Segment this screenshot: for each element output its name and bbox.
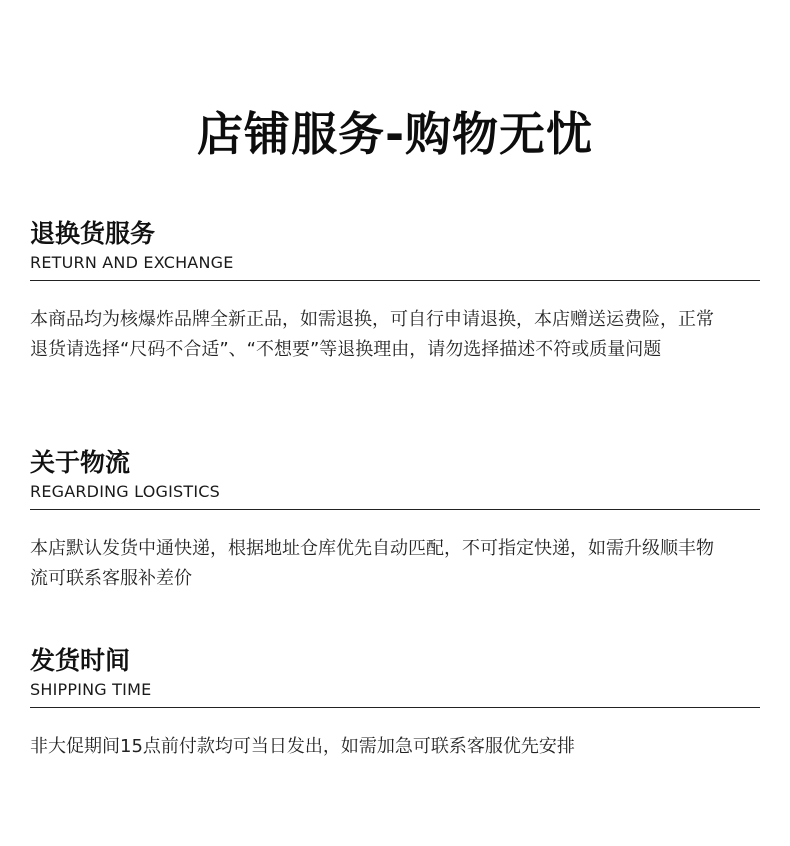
- section-divider: [30, 509, 760, 510]
- section-logistics: [30, 447, 760, 594]
- section-shipping-time: [30, 645, 760, 762]
- section-subheading: RETURN AND EXCHANGE: [30, 253, 234, 272]
- section-heading: 发货时间: [30, 646, 131, 675]
- section-body: 非大促期间15点前付款均可当日发出，如需加急可联系客服优先安排: [30, 736, 575, 757]
- section-return-exchange: [30, 218, 760, 365]
- page-title: 店铺服务-购物无忧: [196, 107, 594, 161]
- section-divider: [30, 280, 760, 281]
- section-body: 本商品均为核爆炸品牌全新正品，如需退换，可自行申请退换，本店赠送运费险，正常退货请选择“尺码不合适”、“不想要”等退换理由，请勿选择描述不符或质量问题: [30, 309, 714, 360]
- section-divider: [30, 707, 760, 708]
- section-subheading: SHIPPING TIME: [30, 680, 152, 699]
- section-body: 本店默认发货中通快递，根据地址仓库优先自动匹配，不可指定快递，如需升级顺丰物流可联系客服补差价: [30, 538, 714, 589]
- section-heading: 关于物流: [30, 448, 131, 477]
- section-subheading: REGARDING LOGISTICS: [30, 482, 221, 501]
- section-heading: 退换货服务: [30, 219, 156, 248]
